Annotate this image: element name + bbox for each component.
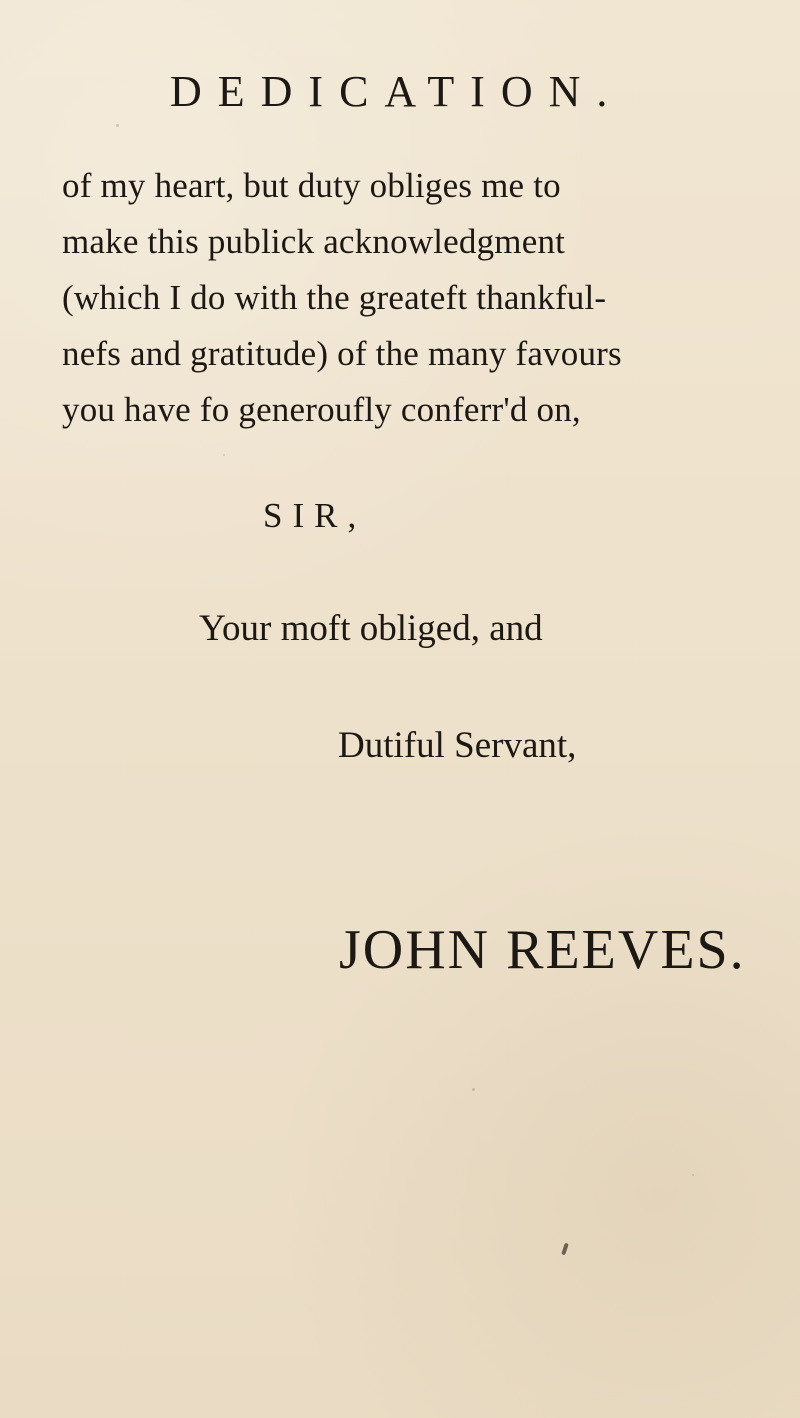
paper-speck — [692, 1174, 694, 1176]
salutation: SIR, — [263, 496, 367, 535]
paper-speck — [116, 124, 119, 127]
body-line: of my heart, but duty obliges me to — [62, 166, 561, 205]
signature: JOHN REEVES. — [339, 919, 746, 981]
paper-speck — [472, 1088, 475, 1091]
small-ink-mark — [561, 1243, 569, 1256]
body-line: nefs and gratitude) of the many favours — [62, 334, 622, 373]
closing-line-2: Dutiful Servant, — [338, 725, 577, 766]
body-line: (which I do with the greateft thankful- — [62, 278, 607, 317]
paper-speck — [223, 454, 225, 456]
body-line: make this publick acknowledgment — [62, 222, 566, 261]
dedication-body — [62, 158, 786, 438]
closing-line-1: Your moft obliged, and — [199, 608, 543, 649]
body-line: you have fo generoufly conferr'd on, — [62, 390, 581, 429]
running-head: DEDICATION. — [170, 67, 624, 116]
